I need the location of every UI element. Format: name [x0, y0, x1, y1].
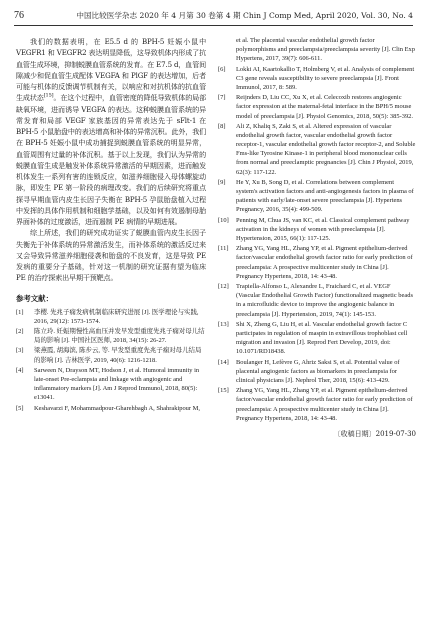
body-paragraph: 我们的数据表明，在 E5.5 d 的 BPH-5 妊娠小鼠中 VEGFR1 和 VEGFR2 表达明显降低，这导致机体内形成了抗血管生成环境，抑制蜕膜血管系统的发育。在 E7.5 d，血管间隙减少和促血管生成配体 VEGFA 和 PlGF 的表达增加，后者可能与机体的反馈调节机制有关，以响应和对抗机体的抗血管生成状态[15]。在这个过程中，血管密度的降低导致机体的局部缺氧环境，进而诱导 VEGFA 的表达。这种蜕膜血管系统的异常发育和局部 VEGF 家族基因的异常表达先于 sFlt-1 在 BPH-5 小鼠胎盘中的表达增高和补体的异常沉积。此外，我们在 BPH-5 妊娠小鼠中成功捕捉到蜕膜血管系统的明显异常，血管周围有过量的补体沉积。基于以上发现，我们认为异常的蜕膜血管生成是触发补体系统异常激活的早期因素，进而触发机体发生一系列有害的连锁反应，如滋养细胞侵入母体螺旋动脉，即发生 PE 第一阶段的病理改变。我们的后续研究将重点探寻早期血管内皮生长因子失衡在 BPH-5 孕鼠胎盘植入过程中发挥的具体作用机制和细胞学基础，以及如何有效遏制母胎界面补体的过度激活，进而遏制 PE 病情的早期进展。: [16, 37, 207, 226]
page-number: 76: [14, 10, 24, 21]
body-paragraph: 综上所述，我们的研究成功证实了蜕膜血管内皮生长因子失衡先于补体系统的异常激活发生，而补体系统的激活反过来又会导致异常滋养细胞侵袭和胎盘的不良发育，这是导致 PE 发病的重要分子基础，针对这一机制的研究证据有望为临床 PE 的治疗探索出早期干预靶点。: [16, 228, 206, 283]
running-header: [14, 9, 413, 23]
reference-item: [7] Reijnders D, Liu CC, Xu X, et al. Celecoxib restores angiogenic factor expression at the maternal-fetal interface in the BPH/5 mouse model of preeclampsia [J]. Physiol Genomics, 2018, 50(5): 385-392.: [218, 94, 413, 120]
reference-item: [15] Zhang YG, Yang HL, Zhang YP, et al. Pigment epithelium-derived factor/vascular endothelial growth factor ratio for early prediction of preeclampsia: A prospective multicenter study in China [J]. Pregnancy Hypertens, 2018, 14: 43-48.: [218, 387, 413, 422]
left-column: [16, 36, 206, 414]
references-heading: 参考文献：: [16, 293, 53, 303]
received-date: 〔收稿日期〕2019-07-30: [333, 429, 416, 438]
reference-item: [2] 陈立玲. 妊娠期慢性高血压并发早发型重度先兆子痫对母儿结局的影响 [J]. 中国社区医师, 2018, 34(15): 26-27.: [16, 327, 205, 345]
journal-running-title: 中国比较医学杂志 2020 年 4 月第 30 卷第 4 期 Chin J Comp Med, April 2020, Vol. 30, No. 4: [76, 11, 413, 20]
reference-item: [13] Shi X, Zheng G, Liu H, et al. Vascular endothelial growth factor C participates in regulation of maspin in extravillous trophoblast cell migration and invasion [J]. Reprod Fert Develop, 2019, doi: 10.1071/RD18438.: [218, 320, 408, 356]
reference-item: [6] Lokki AI, Kaartokallio T, Holmberg V, et al. Analysis of complement C3 gene reveals susceptibility to severe preeclampsia [J]. Front Immunol, 2017, 8: 589.: [218, 65, 415, 91]
reference-item: [14] Boulanger H, Lefèvre G, Ahriz Saksi S, et al. Potential value of placental angiogenic factors as biomarkers in preeclampsia for clinical physicians [J]. Nephrol Ther, 2018, 15(6): 413-429.: [218, 358, 400, 384]
reference-item: [9] He Y, Xu B, Song D, et al. Correlations between complement system's activation factors and anti-angiogenesis factors in plasma of patients with early/late-onset severe preeclampsia [J]. Hypertens Pregnancy, 2016, 35(4): 499-509.: [218, 178, 414, 214]
header-rule: [14, 25, 413, 26]
right-column: [218, 36, 416, 440]
reference-item: [10] Penning M, Chua JS, van KC, et al. Classical complement pathway activation in the kidneys of women with preeclampsia [J]. Hypertension, 2015, 66(1): 117-125.: [218, 216, 410, 242]
reference-item: [1] 李樱. 先兆子痫发病机制临床研究进展 [J]. 医学理论与实践, 2016, 29(12): 1573-1574.: [16, 308, 199, 325]
reference-item: [4] Sarween N, Drayson MT, Hodson J, et al. Humoral immunity in late-onset Pre-eclampsia and linkage with angiogenic and inflammatory markers [J]. Am J Reprod Immunol, 2018, 80(5): e13041.: [16, 366, 200, 402]
reference-continuation: et al. The placental vascular endothelial growth factor polymorphisms and preeclampsia/preeclampsia severity [J]. Clin Exp Hypertens, 2017, 39(7): 606-611.: [236, 37, 415, 63]
reference-item: [3] 梁燕霞, 胡海滨, 陈步云, 等. 早发型重度先兆子痫对母儿结局的影响 [J]. 吉林医学, 2019, 40(6): 1216-1218.: [16, 347, 202, 364]
reference-item: [5] Keshavarzi F, Mohammadpour-Gharehbagh A, Shahrakipour M,: [16, 404, 200, 412]
citation-superscript: [15]: [43, 92, 54, 99]
reference-item: [12] Trapiella-Alfonso L, Alexandre L, Fraichard C, et al. VEGF (Vascular Endothelial Growth Factor) functionalized magnetic beads in a microfluidic device to improve the angiogenic balance in preeclampsia [J]. Hypertension, 2019, 74(1): 145-153.: [218, 283, 413, 318]
reference-item: [11] Zhang YG, Yang HL, Zhang YP, et al. Pigment epithelium-derived factor/vascular endothelial growth factor ratio for early prediction of preeclampsia: A prospective multicenter study in China [J]. Pregnancy Hypertens, 2018, 14: 43-48.: [218, 245, 413, 280]
reference-item: [8] Ali Z, Khaliq S, Zaki S, et al. Altered expression of vascular endothelial growth factor, vascular endothelial growth factor receptor-1, vascular endothelial growth factor receptor-2, and Soluble Fms-like Tyrosine Kinase-1 in peripheral blood mononuclear cells from normal and preeclamptic pregnancies [J]. Chin J Physiol, 2019, 62(3): 117-122.: [218, 122, 416, 176]
